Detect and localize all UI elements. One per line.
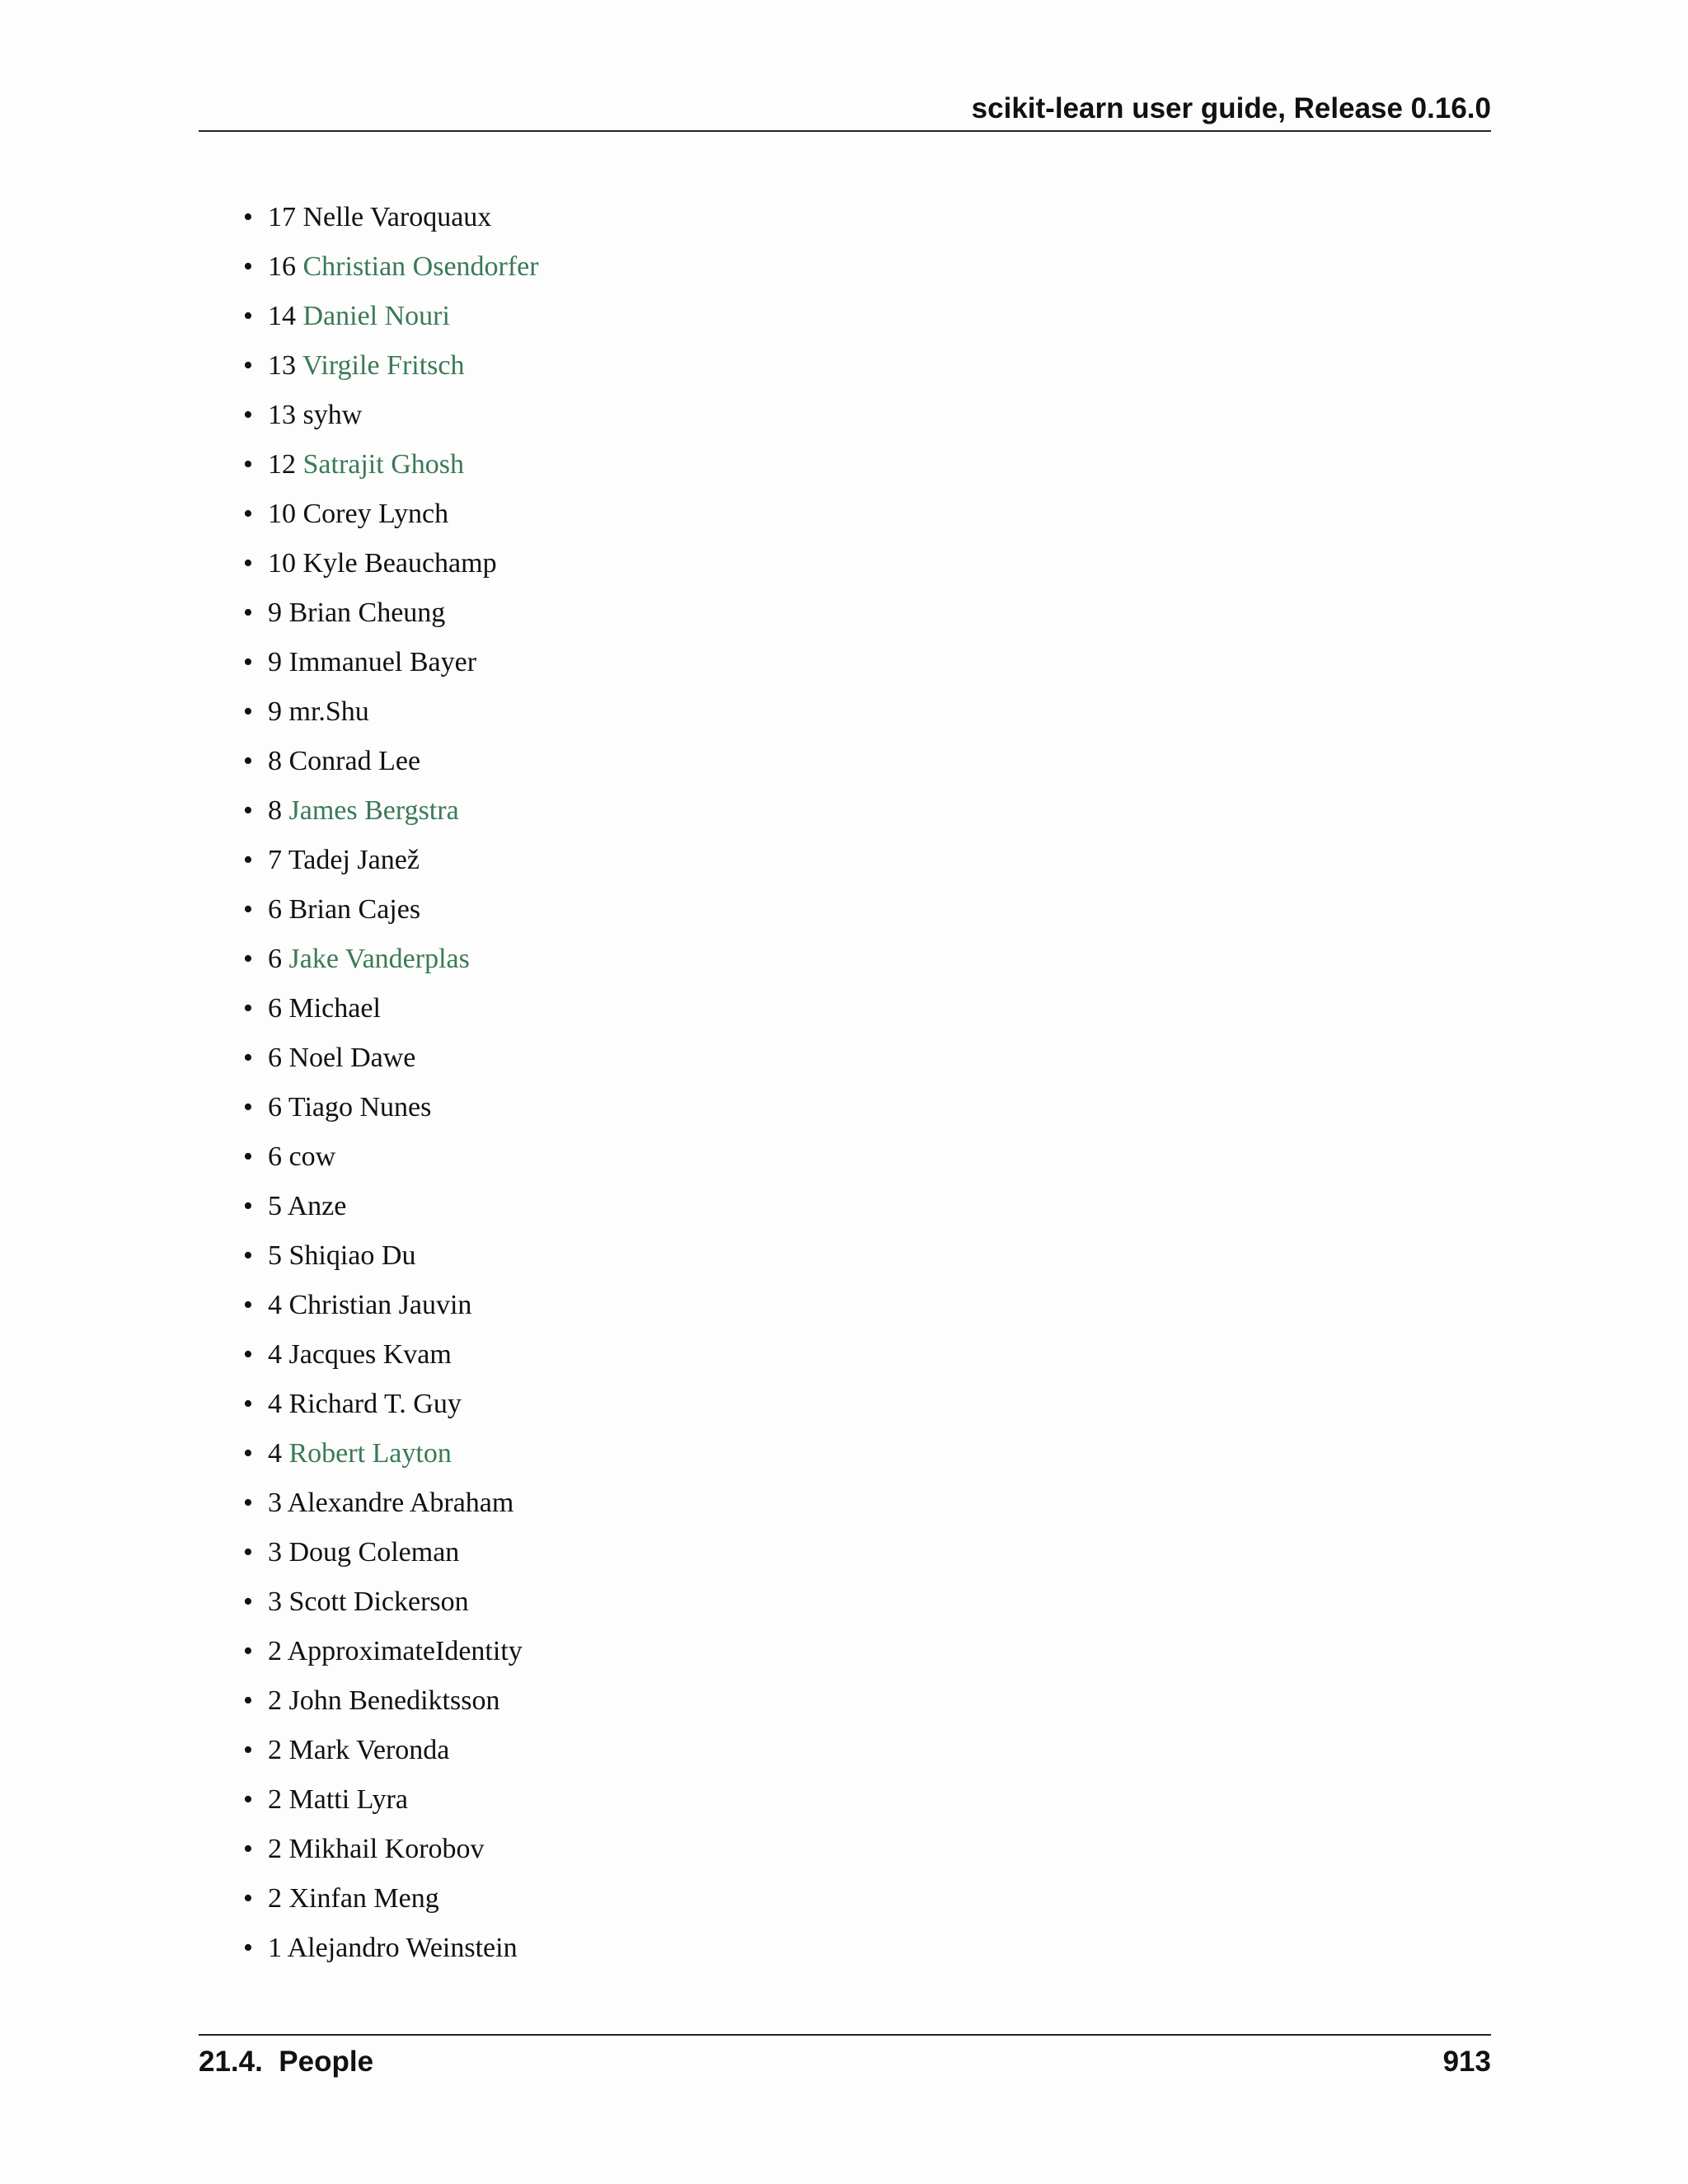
contributor-entry — [268, 1480, 513, 1526]
contributor-entry — [268, 738, 420, 784]
bullet-icon: • — [243, 944, 253, 974]
contributor-name: Conrad Lee — [288, 746, 421, 776]
contributor-name: Tiago Nunes — [288, 1092, 432, 1122]
commit-count: 5 — [268, 1191, 282, 1221]
contributor-entry — [268, 1035, 415, 1080]
bullet-icon: • — [243, 1092, 253, 1122]
contributor-link[interactable]: Satrajit Ghosh — [302, 449, 464, 480]
contributor-entry — [268, 590, 445, 635]
contributor-entry — [268, 1085, 431, 1130]
contributor-entry — [268, 1134, 335, 1179]
commit-count: 9 — [268, 647, 282, 677]
commit-count: 7 — [268, 845, 282, 875]
contributor-entry — [268, 194, 491, 240]
bullet-icon: • — [243, 1735, 253, 1765]
bullet-icon: • — [243, 1339, 253, 1370]
bullet-icon: • — [243, 647, 253, 677]
contributor-entry — [268, 986, 381, 1031]
contributor-name: Xinfan Meng — [288, 1883, 439, 1914]
bullet-icon: • — [243, 1636, 253, 1666]
contributor-name: Kyle Beauchamp — [302, 548, 497, 579]
commit-count: 4 — [268, 1339, 282, 1370]
contributor-entry — [268, 1530, 459, 1575]
bullet-icon: • — [243, 202, 253, 232]
contributor-entry — [268, 343, 465, 388]
contributor-link[interactable]: Christian Osendorfer — [302, 251, 539, 282]
bullet-icon: • — [243, 1488, 253, 1518]
commit-count: 5 — [268, 1240, 282, 1271]
contributor-name: Anze — [287, 1191, 347, 1221]
page-header — [199, 89, 1491, 132]
contributor-link[interactable]: Robert Layton — [288, 1438, 452, 1469]
commit-count: 6 — [268, 993, 282, 1024]
contributor-entry — [268, 689, 369, 734]
bullet-icon: • — [243, 1685, 253, 1716]
contributor-name: Doug Coleman — [288, 1537, 460, 1568]
commit-count: 3 — [268, 1537, 282, 1568]
bullet-icon: • — [243, 350, 253, 381]
commit-count: 9 — [268, 696, 282, 727]
contributor-entry — [268, 1777, 408, 1822]
contributor-link[interactable]: Virgile Fritsch — [302, 350, 465, 381]
bullet-icon: • — [243, 1537, 253, 1568]
bullet-icon: • — [243, 1240, 253, 1271]
bullet-icon: • — [243, 400, 253, 430]
commit-count: 13 — [268, 350, 296, 381]
contributor-name: Immanuel Bayer — [288, 647, 477, 677]
contributor-name: cow — [288, 1141, 336, 1172]
bullet-icon: • — [243, 1290, 253, 1320]
contributor-entry — [268, 392, 362, 438]
contributor-name: Corey Lynch — [302, 499, 449, 529]
contributor-entry — [268, 788, 459, 833]
commit-count: 9 — [268, 598, 282, 628]
commit-count: 10 — [268, 499, 296, 529]
contributor-entry — [268, 541, 497, 586]
bullet-icon: • — [243, 1933, 253, 1963]
contributor-entry — [268, 1183, 346, 1229]
contributor-link[interactable]: Daniel Nouri — [302, 301, 450, 331]
bullet-icon: • — [243, 548, 253, 579]
contributor-entry — [268, 1925, 518, 1971]
commit-count: 4 — [268, 1438, 282, 1469]
commit-count: 4 — [268, 1290, 282, 1320]
bullet-icon: • — [243, 251, 253, 282]
contributor-entry — [268, 640, 476, 685]
contributor-name: mr.Shu — [288, 696, 369, 727]
contributor-entry — [268, 1678, 499, 1723]
contributor-entry — [268, 837, 420, 883]
contributor-name: Noel Dawe — [288, 1043, 416, 1073]
contributor-name: Alexandre Abraham — [287, 1488, 514, 1518]
commit-count: 14 — [268, 301, 296, 331]
contributor-name: Shiqiao Du — [288, 1240, 416, 1271]
contributor-entry — [268, 1431, 452, 1476]
bullet-icon: • — [243, 1784, 253, 1815]
commit-count: 13 — [268, 400, 296, 430]
contributor-entry — [268, 936, 470, 982]
commit-count: 2 — [268, 1784, 282, 1815]
contributor-entry — [268, 1629, 523, 1674]
commit-count: 3 — [268, 1488, 282, 1518]
commit-count: 16 — [268, 251, 296, 282]
commit-count: 4 — [268, 1389, 282, 1419]
contributor-name: Matti Lyra — [288, 1784, 408, 1815]
contributor-entry — [268, 1876, 439, 1921]
bullet-icon: • — [243, 845, 253, 875]
contributor-entry — [268, 887, 420, 932]
contributor-entry — [268, 1579, 469, 1624]
bullet-icon: • — [243, 1191, 253, 1221]
contributor-link[interactable]: Jake Vanderplas — [288, 944, 470, 974]
contributor-name: syhw — [302, 400, 363, 430]
contributor-name: Jacques Kvam — [288, 1339, 452, 1370]
contributor-name: Brian Cheung — [288, 598, 446, 628]
commit-count: 6 — [268, 944, 282, 974]
contributor-name: John Benediktsson — [288, 1685, 500, 1716]
commit-count: 6 — [268, 1092, 282, 1122]
header-title: scikit-learn user guide, Release 0.16.0 — [971, 92, 1491, 124]
commit-count: 12 — [268, 449, 296, 480]
contributor-name: Tadej Janež — [288, 845, 420, 875]
bullet-icon: • — [243, 1438, 253, 1469]
commit-count: 8 — [268, 795, 282, 826]
footer-section-title: 21.4. People — [199, 2046, 374, 2078]
contributor-entry — [268, 1282, 471, 1328]
contributor-entry — [268, 244, 539, 289]
contributor-entry — [268, 1233, 415, 1278]
commit-count: 6 — [268, 1043, 282, 1073]
contributor-entry — [268, 293, 450, 339]
contributor-name: Richard T. Guy — [288, 1389, 462, 1419]
contributor-name: Mikhail Korobov — [288, 1834, 485, 1864]
bullet-icon: • — [243, 795, 253, 826]
contributor-name: Nelle Varoquaux — [302, 202, 492, 232]
contributor-link[interactable]: James Bergstra — [288, 795, 459, 826]
bullet-icon: • — [243, 1141, 253, 1172]
commit-count: 3 — [268, 1586, 282, 1617]
bullet-icon: • — [243, 1043, 253, 1073]
contributor-name: Scott Dickerson — [288, 1586, 469, 1617]
contributor-name: Alejandro Weinstein — [287, 1933, 518, 1963]
contributor-name: Mark Veronda — [288, 1735, 450, 1765]
contributor-entry — [268, 491, 448, 537]
bullet-icon: • — [243, 746, 253, 776]
bullet-icon: • — [243, 449, 253, 480]
contributor-name: ApproximateIdentity — [287, 1636, 523, 1666]
bullet-icon: • — [243, 696, 253, 727]
contributor-entry — [268, 1826, 485, 1872]
bullet-icon: • — [243, 499, 253, 529]
contributor-entry — [268, 1381, 462, 1427]
commit-count: 2 — [268, 1883, 282, 1914]
commit-count: 17 — [268, 202, 296, 232]
contributor-name: Christian Jauvin — [288, 1290, 472, 1320]
contributor-entry — [268, 1727, 449, 1773]
commit-count: 2 — [268, 1685, 282, 1716]
bullet-icon: • — [243, 993, 253, 1024]
footer-page-number: 913 — [1442, 2046, 1491, 2078]
contributor-name: Michael — [288, 993, 381, 1024]
page-footer — [199, 2034, 1491, 2085]
contributor-name: Brian Cajes — [288, 894, 421, 925]
contributor-entry — [268, 1332, 452, 1377]
commit-count: 8 — [268, 746, 282, 776]
commit-count: 2 — [268, 1834, 282, 1864]
bullet-icon: • — [243, 1834, 253, 1864]
commit-count: 10 — [268, 548, 296, 579]
bullet-icon: • — [243, 301, 253, 331]
bullet-icon: • — [243, 1883, 253, 1914]
bullet-icon: • — [243, 598, 253, 628]
bullet-icon: • — [243, 894, 253, 925]
commit-count: 6 — [268, 894, 282, 925]
contributor-entry — [268, 442, 464, 487]
bullet-icon: • — [243, 1389, 253, 1419]
commit-count: 2 — [268, 1636, 282, 1666]
commit-count: 1 — [268, 1933, 282, 1963]
commit-count: 2 — [268, 1735, 282, 1765]
commit-count: 6 — [268, 1141, 282, 1172]
bullet-icon: • — [243, 1586, 253, 1617]
